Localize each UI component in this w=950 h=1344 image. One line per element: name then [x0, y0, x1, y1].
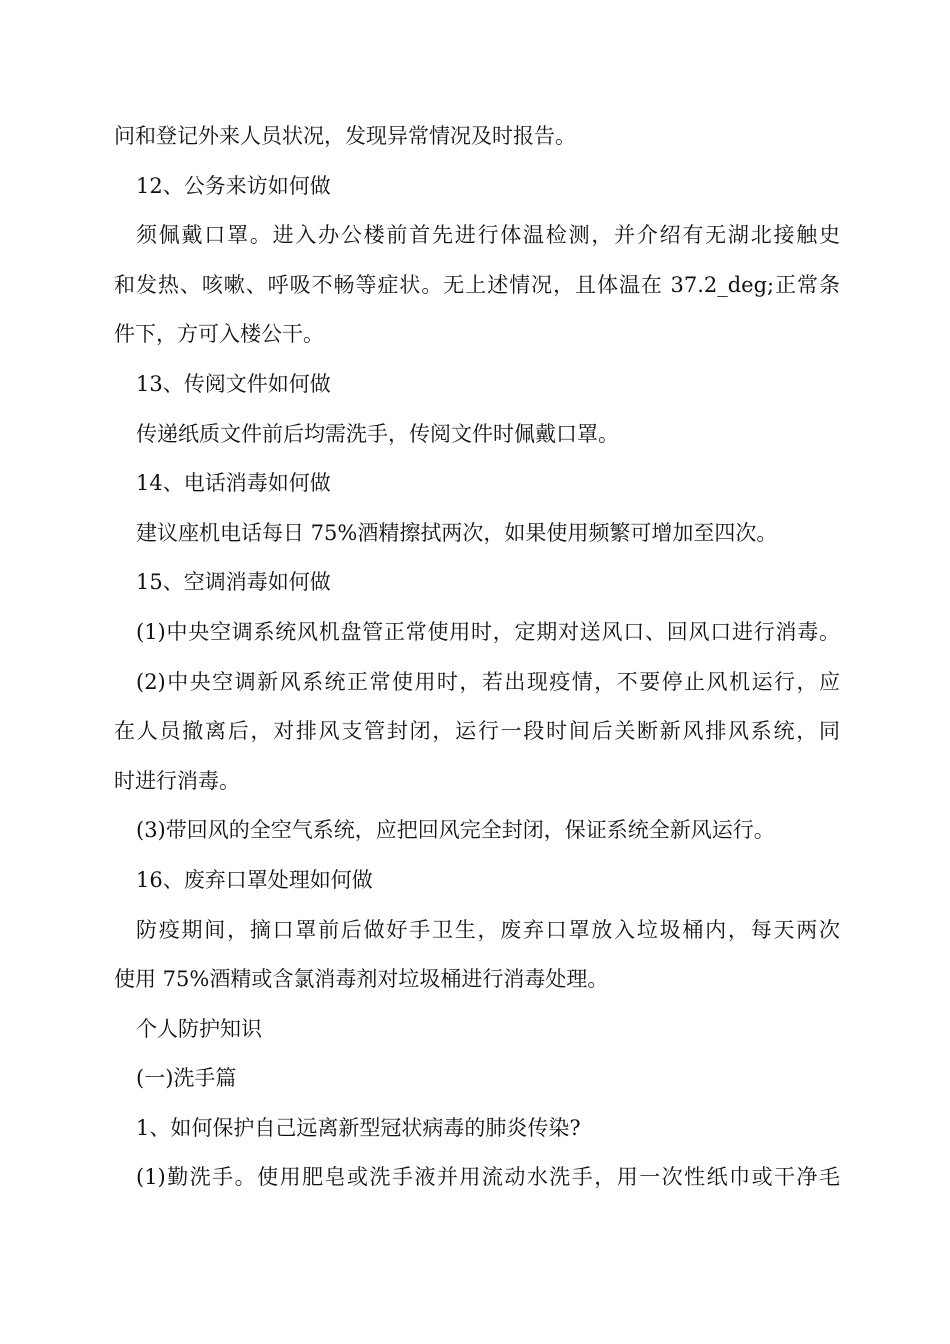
paragraph-line: 在人员撤离后，对排风支管封闭，运行一段时间后关断新风排风系统，同 — [114, 719, 840, 744]
list-item: (3)带回风的全空气系统，应把回风完全封闭，保证系统全新风运行。 — [136, 818, 775, 843]
list-item: (2)中央空调新风系统正常使用时，若出现疫情，不要停止风机运行，应 — [136, 669, 840, 694]
section-heading: 12、公务来访如何做 — [136, 173, 331, 198]
paragraph-line: 防疫期间，摘口罩前后做好手卫生，废弃口罩放入垃圾桶内，每天两次 — [136, 917, 840, 942]
paragraph-line: 传递纸质文件前后均需洗手，传阅文件时佩戴口罩。 — [136, 421, 619, 446]
subsection-title: (一)洗手篇 — [136, 1066, 237, 1091]
paragraph-line: 建议座机电话每日 75%酒精擦拭两次，如果使用频繁可增加至四次。 — [136, 520, 778, 545]
list-item: (1)勤洗手。使用肥皂或洗手液并用流动水洗手，用一次性纸巾或干净毛 — [136, 1165, 840, 1190]
paragraph-line: 件下，方可入楼公干。 — [114, 322, 324, 347]
paragraph-line: 问和登记外来人员状况，发现异常情况及时报告。 — [114, 124, 576, 148]
section-heading: 15、空调消毒如何做 — [136, 570, 331, 595]
paragraph-line: 须佩戴口罩。进入办公楼前首先进行体温检测，并介绍有无湖北接触史 — [136, 223, 840, 248]
section-heading: 14、电话消毒如何做 — [136, 471, 331, 496]
paragraph-line: 和发热、咳嗽、呼吸不畅等症状。无上述情况，且体温在 37.2_deg;正常条 — [114, 272, 840, 297]
paragraph-line: 时进行消毒。 — [114, 768, 240, 793]
question-heading: 1、如何保护自己远离新型冠状病毒的肺炎传染? — [136, 1115, 581, 1140]
section-heading: 16、废弃口罩处理如何做 — [136, 867, 373, 892]
section-title: 个人防护知识 — [136, 1016, 262, 1041]
paragraph-line: 使用 75%酒精或含氯消毒剂对垃圾桶进行消毒处理。 — [114, 967, 609, 992]
section-heading: 13、传阅文件如何做 — [136, 371, 331, 396]
list-item: (1)中央空调系统风机盘管正常使用时，定期对送风口、回风口进行消毒。 — [136, 619, 840, 644]
document-body — [114, 112, 840, 1203]
